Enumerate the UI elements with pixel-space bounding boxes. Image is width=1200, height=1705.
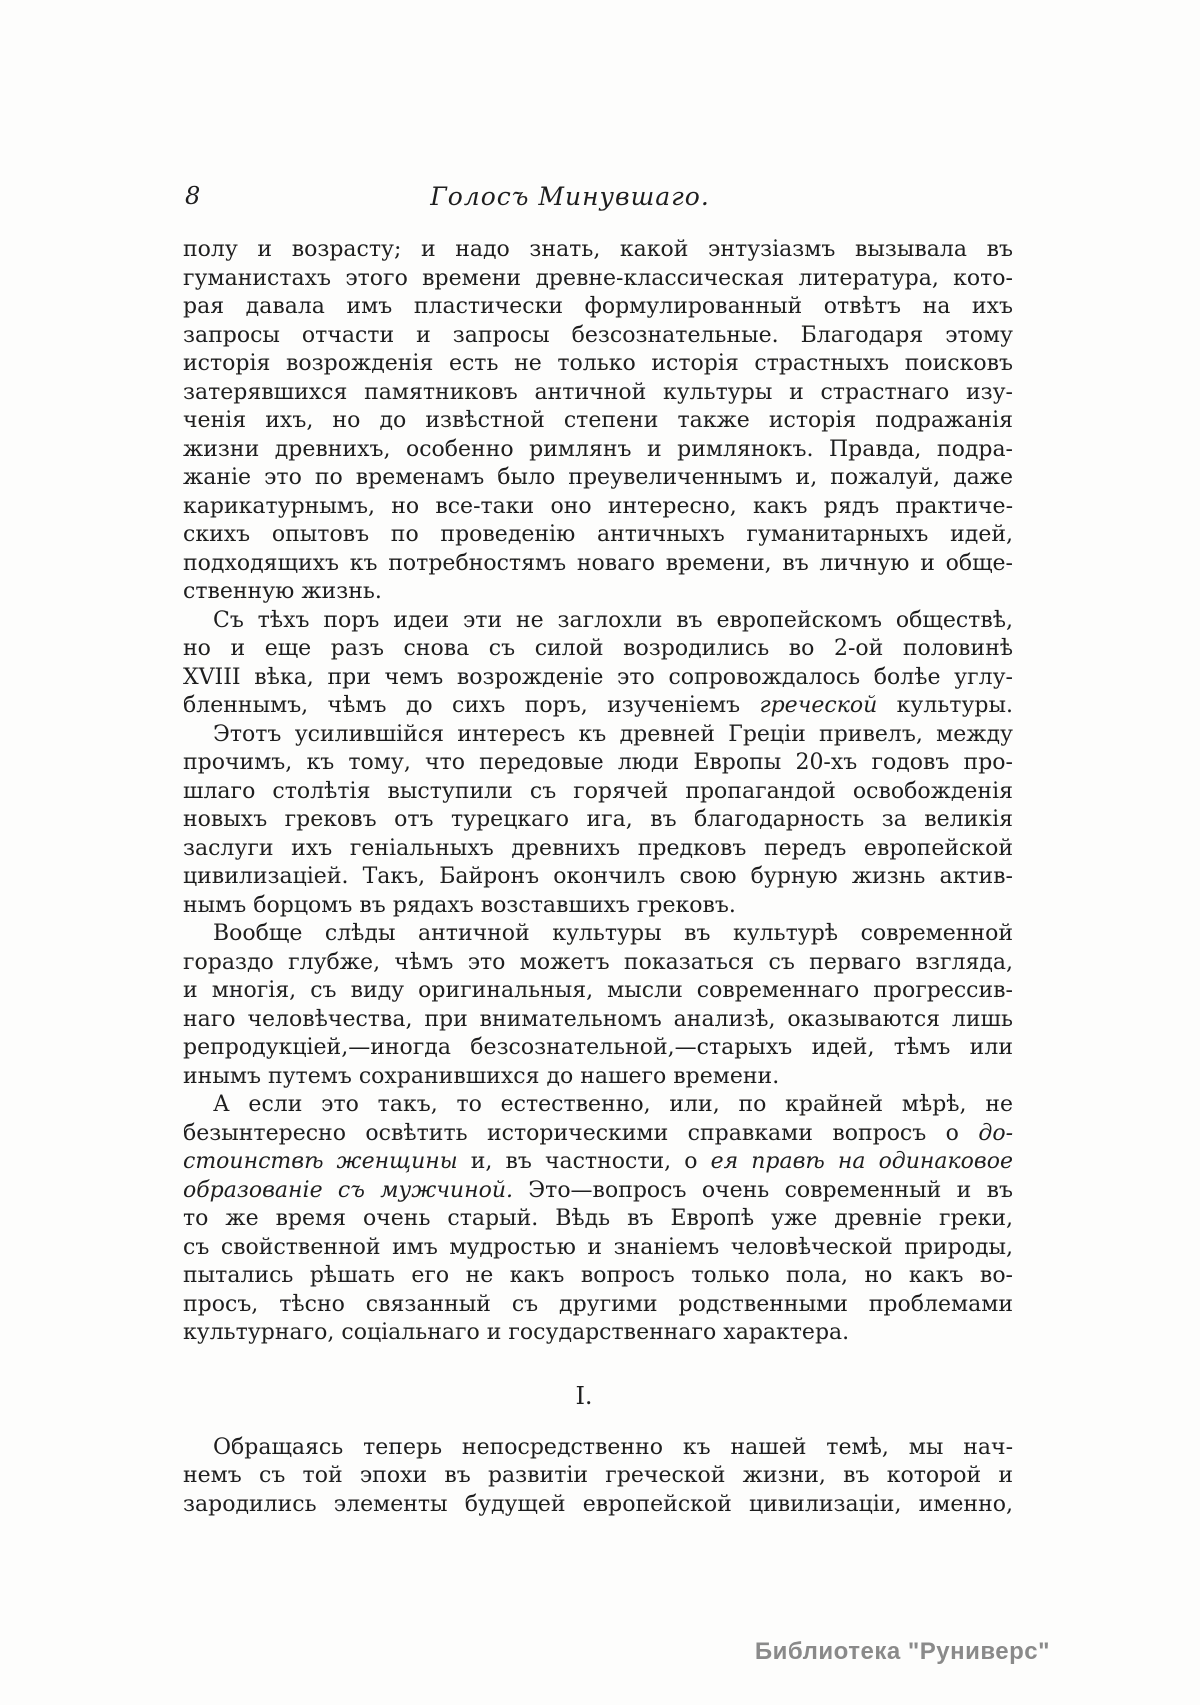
text-line: подходящихъ къ потребностямъ новаго времени, въ личную и обще- xyxy=(183,550,1013,576)
text-line: Вообще слѣды античной культуры въ культурѣ современной xyxy=(213,921,1013,946)
paragraph xyxy=(183,607,1013,721)
text-line: наго человѣчества, при внимательномъ анализѣ, оказываются лишь xyxy=(183,1006,1013,1032)
text-line: гуманистахъ этого времени древне-классическая литература, кото- xyxy=(183,265,1013,291)
text-line: жизни древнихъ, особенно римлянъ и римлянокъ. Правда, подра- xyxy=(183,436,1013,462)
paragraph xyxy=(183,721,1013,921)
text-line: Съ тѣхъ поръ идеи эти не заглохли въ европейскомъ обществѣ, xyxy=(213,607,1013,633)
paragraph xyxy=(183,1434,1013,1520)
text-line: то же время очень старый. Вѣдь въ Европѣ уже древніе греки, xyxy=(183,1206,1013,1231)
text-line: просъ, тѣсно связанный съ другими родственными проблемами xyxy=(183,1291,1013,1317)
running-title: Голосъ Минувшаго. xyxy=(430,182,710,211)
text-line: А если это такъ, то естественно, или, по крайней мѣрѣ, не xyxy=(213,1092,1013,1117)
page-number: 8 xyxy=(185,182,201,210)
text-line: Этотъ усилившійся интересъ къ древней Греціи привелъ, между xyxy=(213,721,1013,747)
text-line: образованіе съ мужчиной. Это—вопросъ очень современный и въ xyxy=(183,1177,1013,1203)
text-line: немъ съ той эпохи въ развитіи греческой жизни, въ которой и xyxy=(183,1463,1013,1488)
text-line: прочимъ, къ тому, что передовые люди Европы 20-хъ годовъ про- xyxy=(183,750,1013,775)
text-line: Обращаясь теперь непосредственно къ нашей темѣ, мы нач- xyxy=(213,1434,1013,1460)
text-line: полу и возрасту; и надо знать, какой энтузіазмъ вызывала въ xyxy=(183,237,1013,262)
paragraph xyxy=(183,1091,1013,1348)
text-line: затерявшихся памятниковъ античной культуры и страстнаго изу- xyxy=(183,379,1013,405)
text-line: новыхъ грековъ отъ турецкаго ига, въ благодарность за великія xyxy=(183,807,1013,832)
text-line: и многія, съ виду оригинальныя, мысли современнаго прогрессив- xyxy=(183,978,1013,1003)
text-line: зародились элементы будущей европейской цивилизаціи, именно, xyxy=(183,1491,1013,1517)
text-line: цивилизаціей. Такъ, Байронъ окончилъ свою бурную жизнь актив- xyxy=(183,864,1013,889)
text-block xyxy=(183,182,1013,1519)
paragraph xyxy=(183,920,1013,1091)
text-line: жаніе это по временамъ было преувеличеннымъ и, пожалуй, даже xyxy=(183,465,1013,490)
text-line: карикатурнымъ, но все-таки оно интересно, какъ рядъ практиче- xyxy=(183,493,1013,519)
text-line: шлаго столѣтія выступили съ горячей пропагандой освобожденія xyxy=(183,778,1013,804)
text-line: нымъ борцомъ въ рядахъ возставшихъ грековъ. xyxy=(183,892,736,918)
text-line: культурнаго, соціальнаго и государственнаго характера. xyxy=(183,1320,850,1345)
page-body xyxy=(183,236,1013,1348)
text-line: исторія возрожденія есть не только исторія страстныхъ поисковъ xyxy=(183,351,1013,376)
text-line: безынтересно освѣтить историческими справками вопросъ о до- xyxy=(183,1120,1013,1146)
text-line: запросы отчасти и запросы безсознательные. Благодаря этому xyxy=(183,322,1013,348)
text-line: заслуги ихъ геніальныхъ древнихъ предковъ передъ европейской xyxy=(183,835,1013,861)
section-heading: I. xyxy=(575,1381,593,1410)
text-line: ственную жизнь. xyxy=(183,579,382,604)
text-line: инымъ путемъ сохранившихся до нашего времени. xyxy=(183,1063,780,1089)
text-line: гораздо глубже, чѣмъ это можетъ показаться съ перваго взгляда, xyxy=(183,949,1013,975)
text-line: рая давала имъ пластически формулированный отвѣтъ на ихъ xyxy=(183,294,1013,319)
text-line: съ свойственной имъ мудростью и знаніемъ человѣческой природы, xyxy=(183,1234,1013,1260)
text-line: ченія ихъ, но до извѣстной степени также исторія подражанія xyxy=(183,408,1013,433)
text-line: пытались рѣшать его не какъ вопросъ только пола, но какъ во- xyxy=(183,1263,1013,1288)
text-line: репродукціей,—иногда безсознательной,—старыхъ идей, тѣмъ или xyxy=(183,1035,1013,1060)
page-header xyxy=(183,182,1013,210)
page-body-continued xyxy=(183,1434,1013,1520)
text-line: стоинствѣ женщины и, въ частности, о ея правѣ на одинаковое xyxy=(183,1149,1013,1174)
watermark: Библиотека "Руниверс" xyxy=(754,1638,1050,1665)
text-line: XVIII вѣка, при чемъ возрожденіе это сопровождалось болѣе углу- xyxy=(183,664,1013,690)
paragraph xyxy=(183,236,1013,607)
text-line: бленнымъ, чѣмъ до сихъ поръ, изученіемъ греческой культуры. xyxy=(183,693,1013,718)
text-line: скихъ опытовъ по проведенію античныхъ гуманитарныхъ идей, xyxy=(183,522,1013,547)
text-line: но и еще разъ снова съ силой возродились во 2-ой половинѣ xyxy=(183,636,1013,661)
